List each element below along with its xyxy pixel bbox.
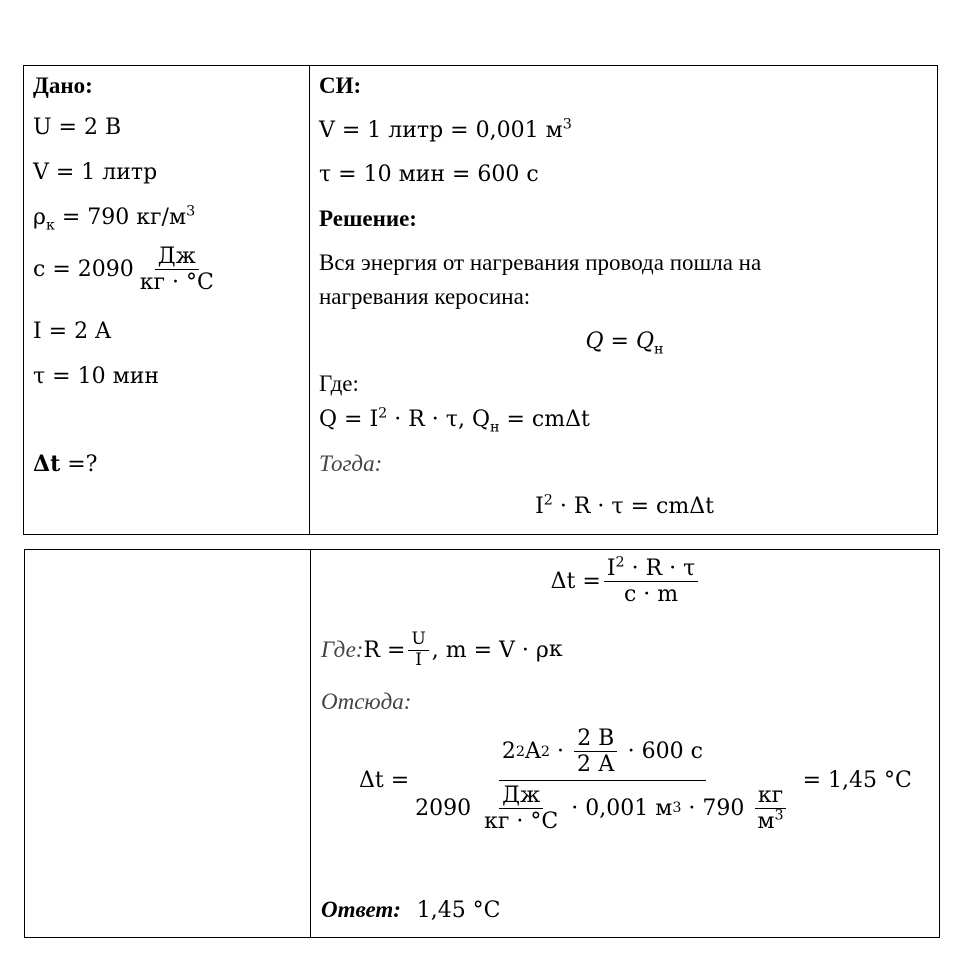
column-divider [310,550,311,937]
top-table [23,65,938,535]
given-label: Дано: [33,73,93,98]
where-label-2: Где: [321,637,364,663]
equation-dt-formula: Δt = $\frac{I^2 \cdot R \cdot \tau}{c \cdot m}$ [311,556,941,608]
answer-value: 1,45 °C [416,898,501,923]
given-i: I = 2 A [33,319,111,344]
given-rho: $\rho_к = 790$ $кг/м^3$ [33,203,196,234]
answer-row [321,895,501,926]
dt-formula-fraction: $\frac{I^2 \cdot R \cdot \tau}{c \cdot m}$ [604,556,699,608]
then-label: Тогда: [319,451,383,476]
given-v: V = 1 литр [33,160,158,185]
bottom-table [24,549,940,938]
si-label: СИ: [319,73,362,98]
given-u: U = 2 В [33,115,122,140]
equation-q: $Q = Q_н$ [585,329,664,358]
answer-label: Ответ: [321,897,401,922]
c-units-fraction: $\frac{Дж}{кг \cdot ^\circ C}$ [139,244,214,296]
where-label: Где: [319,371,359,396]
solution-label: Решение: [319,206,417,231]
solution-text-1: Вся энергия от нагревания провода пошла на [319,250,762,275]
calculation-fraction: 2 2 A 2 · $\frac{2 В}{2 А}$ · 600 с 2090 $\frac{Дж}{кг \cdot ^\circ C}$ · 0,001 м 3 · 790 $\frac{кг}{м^3}$ [412,726,792,834]
equation-balance: $I^2 \cdot R \cdot \tau = cm\Delta t$ [535,492,714,519]
si-v: V = 1 литр = 0,001 $м^3$ [319,116,572,143]
column-divider [309,66,310,534]
equation-q-expanded: $Q = I^2 \cdot R \cdot \tau$, $Q_н = cm\Delta t$ [319,405,590,436]
solution-text-2: нагревания керосина: [319,284,531,309]
r-fraction: $\frac{U}{I}$ [408,630,428,670]
calculation: Δt = 2 2 A 2 · $\frac{2 В}{2 А}$ · 600 с 2090 $\frac{Дж}{кг \cdot ^\circ C}$ · 0,001 м 3 · 790 $\frac{кг}{м^3}$ = 1,45 °C [359,726,912,834]
given-tau: τ = 10 мин [33,364,160,389]
where-row: Где: R = $\frac{U}{I}$ , m = V · ρ к [321,629,563,670]
find-dt: Δt =? [33,451,98,477]
si-tau: τ = 10 мин = 600 с [319,162,539,187]
hence-label: Отсюда: [321,689,412,714]
given-c: c = 2090 $\frac{Дж}{кг \cdot ^\circ C}$ [33,244,220,296]
